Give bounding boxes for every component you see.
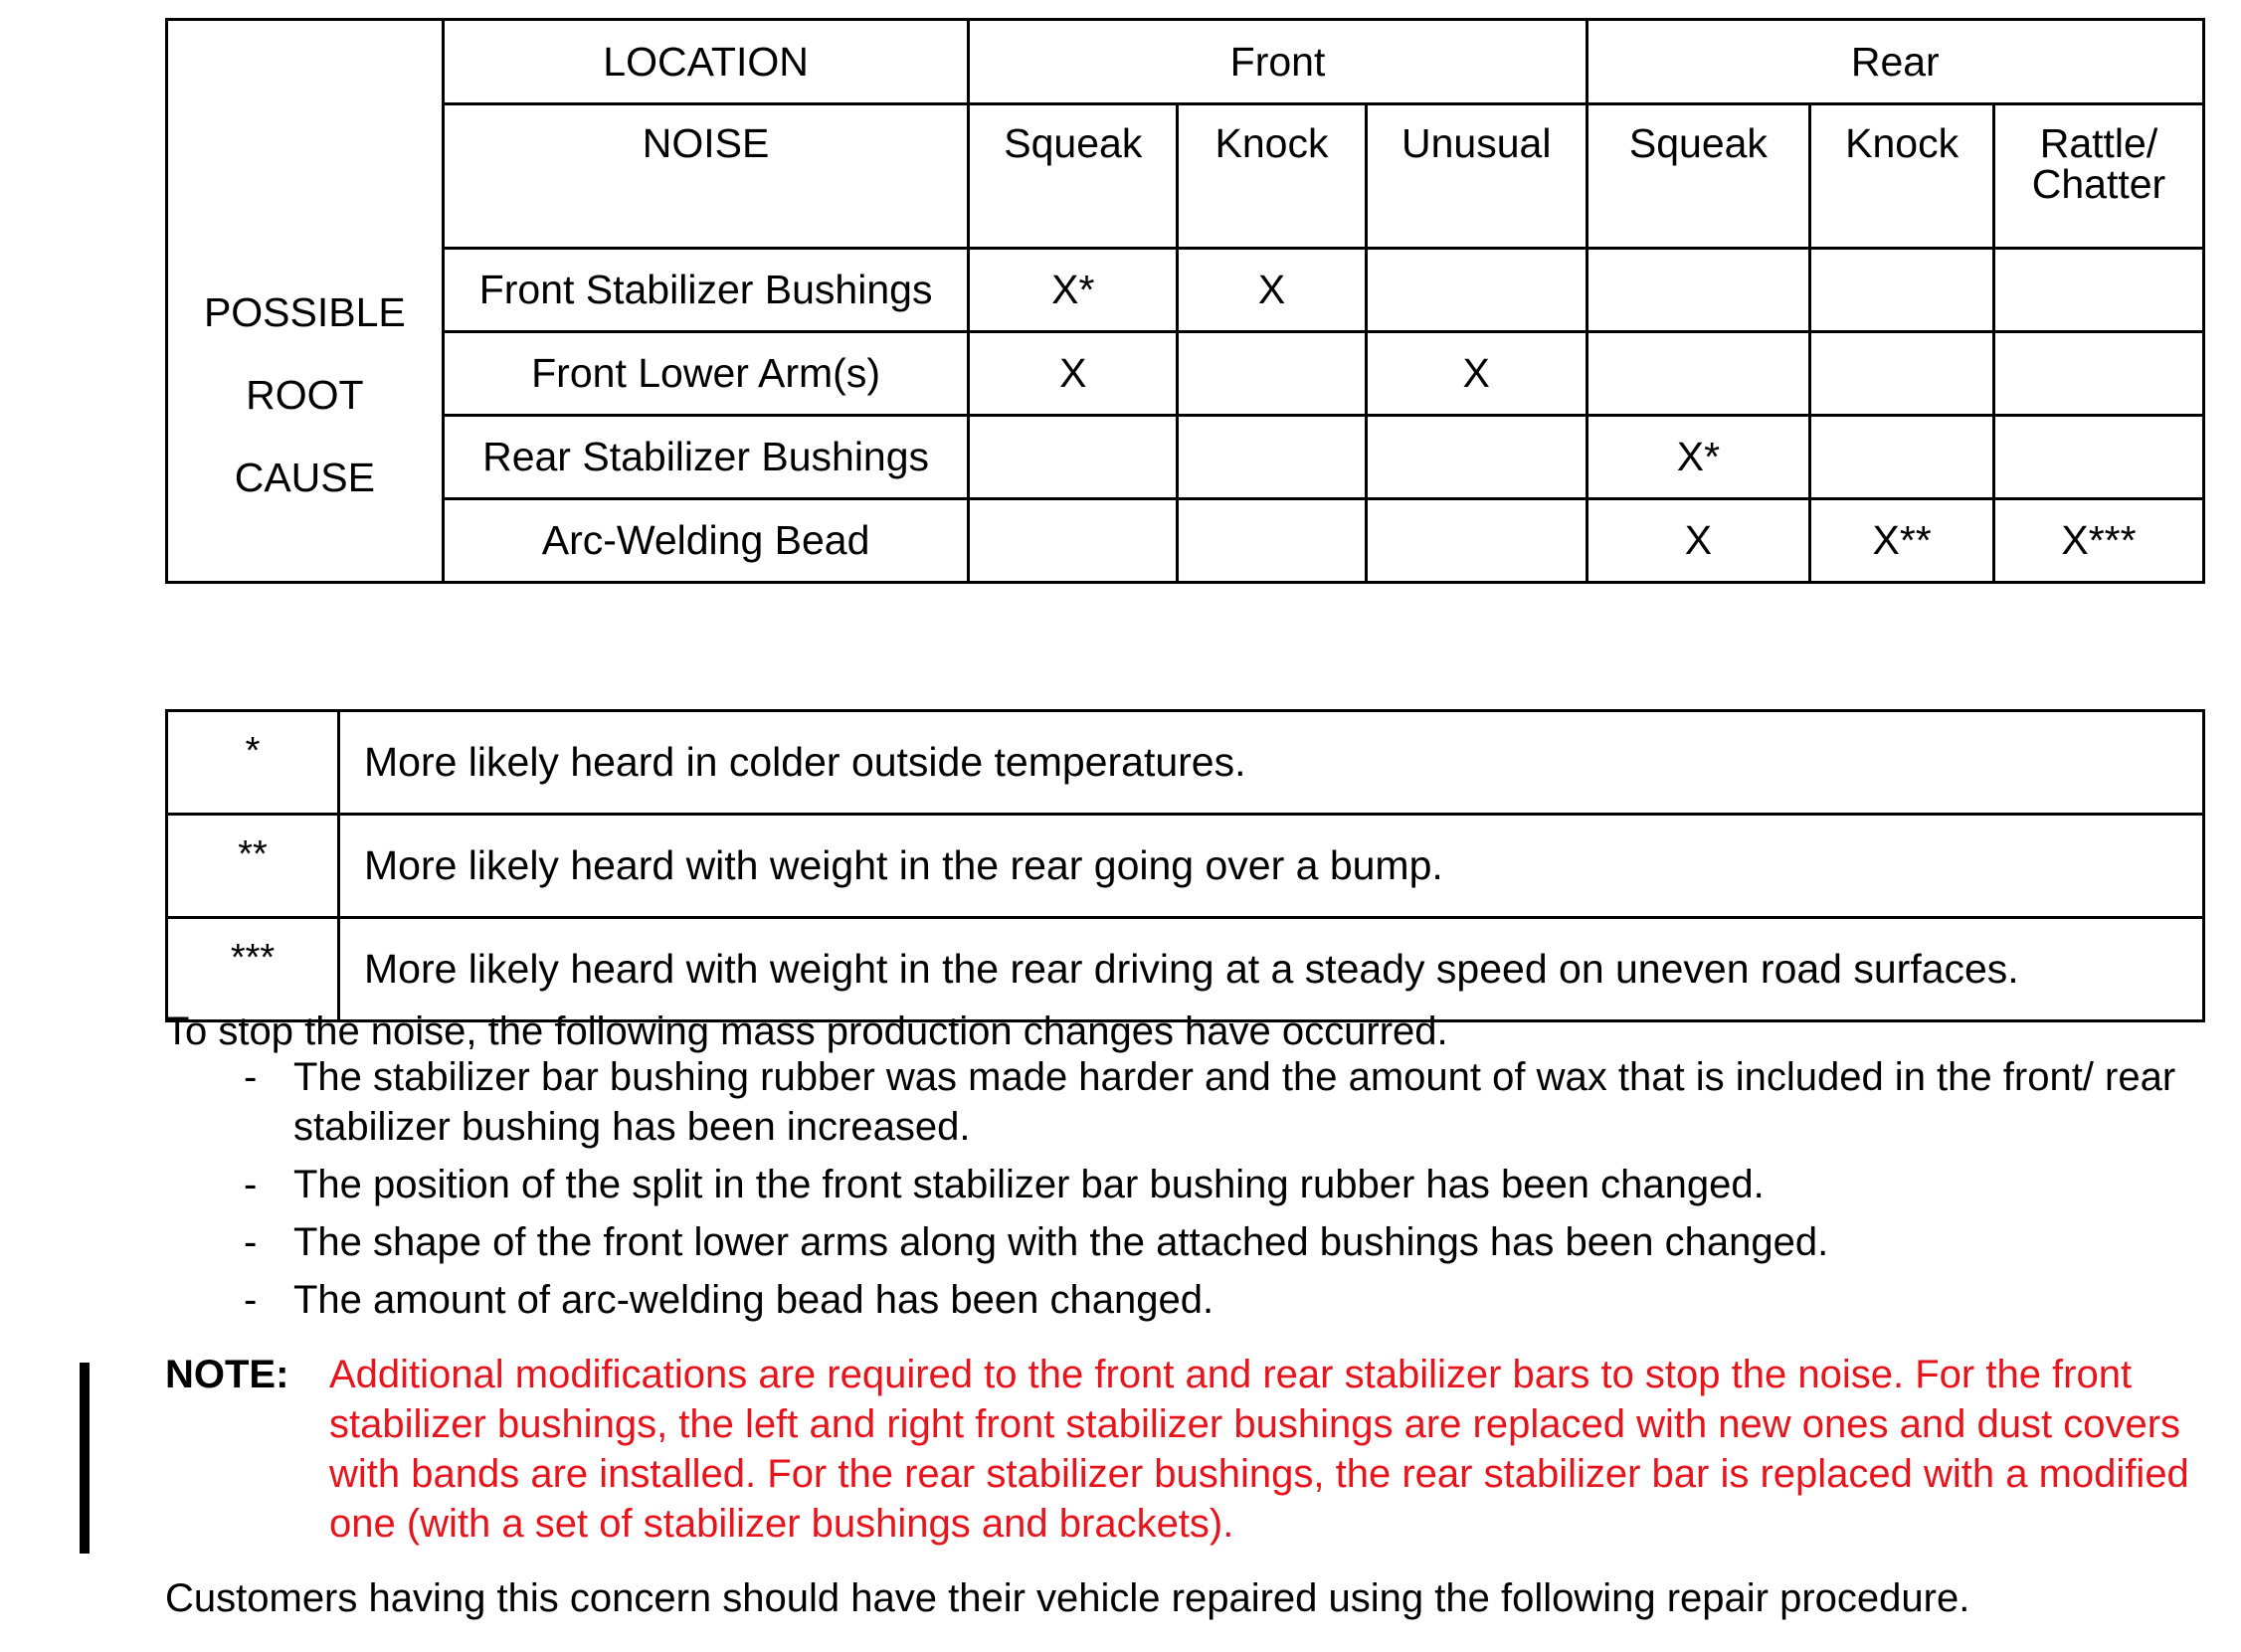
table-cell: X	[1178, 249, 1367, 332]
list-dash: -	[244, 1055, 258, 1099]
table-row	[167, 249, 2204, 332]
noise-rear-squeak: Squeak	[1587, 104, 1810, 249]
revision-bar	[80, 1363, 90, 1554]
table-cell: X	[1587, 499, 1810, 583]
row-label: Arc-Welding Bead	[443, 499, 969, 583]
noise-front-unusual: Unusual	[1366, 104, 1587, 249]
legend-symbol: ***	[167, 918, 339, 1021]
table-cell	[969, 499, 1178, 583]
noise-rear-rattle-chatter: Rattle/ Chatter	[1993, 104, 2203, 249]
table-cell	[1993, 249, 2203, 332]
legend-symbol: *	[167, 711, 339, 815]
legend-row	[167, 918, 2204, 1021]
list-item	[244, 1160, 2223, 1209]
table-cell	[1810, 416, 1994, 499]
table-cell: X*	[969, 249, 1178, 332]
table-cell	[1178, 332, 1367, 416]
cause-label-2: ROOT	[246, 372, 364, 418]
note-label: NOTE:	[165, 1353, 289, 1396]
list-item-text: The position of the split in the front stabilizer bar bushing rubber has been changed.	[293, 1163, 1765, 1206]
table-cell	[1178, 499, 1367, 583]
table-row	[167, 332, 2204, 416]
list-dash: -	[244, 1163, 258, 1206]
cause-label-3: CAUSE	[234, 455, 375, 500]
table-row	[167, 499, 2204, 583]
group-rear-header: Rear	[1587, 20, 2203, 104]
list-item-text: The stabilizer bar bushing rubber was made harder and the amount of wax that is included in the front/ rear stabilizer bushing has been increased.	[293, 1055, 2176, 1149]
list-item-text: The shape of the front lower arms along with the attached bushings has been changed.	[293, 1220, 1829, 1264]
legend-row	[167, 711, 2204, 815]
cause-label-1: POSSIBLE	[203, 289, 406, 335]
table-cell: X*	[1587, 416, 1810, 499]
row-label: Rear Stabilizer Bushings	[443, 416, 969, 499]
changes-list	[244, 1052, 2223, 1333]
group-front-header: Front	[969, 20, 1587, 104]
noise-rear-knock: Knock	[1810, 104, 1994, 249]
possible-root-cause-cell	[167, 20, 444, 583]
list-item	[244, 1052, 2223, 1152]
header-row-location	[167, 20, 2204, 104]
table-cell: X	[1366, 332, 1587, 416]
note-text: Additional modifications are required to the front and rear stabilizer bars to stop the noise. For the front stabilizer bushings, the left and right front stabilizer bushings are replaced with new ones and dust covers with bands are installed. For the rear stabilizer bushings, the rear stabilizer bar is replaced with a modified one (with a set of stabilizer bushings and brackets).	[329, 1353, 2189, 1546]
table-cell	[1993, 332, 2203, 416]
noise-header: NOISE	[443, 104, 969, 249]
table-cell: X***	[1993, 499, 2203, 583]
legend-text: More likely heard with weight in the rear going over a bump.	[339, 815, 2204, 918]
table-cell: X	[969, 332, 1178, 416]
list-dash: -	[244, 1220, 258, 1264]
location-header: LOCATION	[443, 20, 969, 104]
closing-paragraph: Customers having this concern should have their vehicle repaired using the following repair procedure.	[165, 1576, 1970, 1620]
noise-cause-table	[165, 18, 2205, 584]
list-dash: -	[244, 1278, 258, 1322]
row-label: Front Lower Arm(s)	[443, 332, 969, 416]
intro-paragraph: To stop the noise, the following mass production changes have occurred.	[165, 1010, 1448, 1053]
legend-row	[167, 815, 2204, 918]
legend-text: More likely heard with weight in the rear driving at a steady speed on uneven road surfaces.	[339, 918, 2204, 1021]
table-cell	[1810, 332, 1994, 416]
table-cell	[1810, 249, 1994, 332]
legend-table	[165, 709, 2205, 1022]
table-row	[167, 416, 2204, 499]
table-cell	[1178, 416, 1367, 499]
legend-text: More likely heard in colder outside temperatures.	[339, 711, 2204, 815]
row-label: Front Stabilizer Bushings	[443, 249, 969, 332]
noise-front-squeak: Squeak	[969, 104, 1178, 249]
header-row-noise	[167, 104, 2204, 249]
table-cell	[1366, 249, 1587, 332]
table-cell	[1587, 249, 1810, 332]
table-cell	[1366, 499, 1587, 583]
table-cell	[1587, 332, 1810, 416]
list-item-text: The amount of arc-welding bead has been changed.	[293, 1278, 1214, 1322]
list-item	[244, 1217, 2223, 1267]
table-cell	[1993, 416, 2203, 499]
legend-symbol: **	[167, 815, 339, 918]
table-cell	[1366, 416, 1587, 499]
table-cell	[969, 416, 1178, 499]
noise-front-knock: Knock	[1178, 104, 1367, 249]
table-cell: X**	[1810, 499, 1994, 583]
list-item	[244, 1275, 2223, 1325]
